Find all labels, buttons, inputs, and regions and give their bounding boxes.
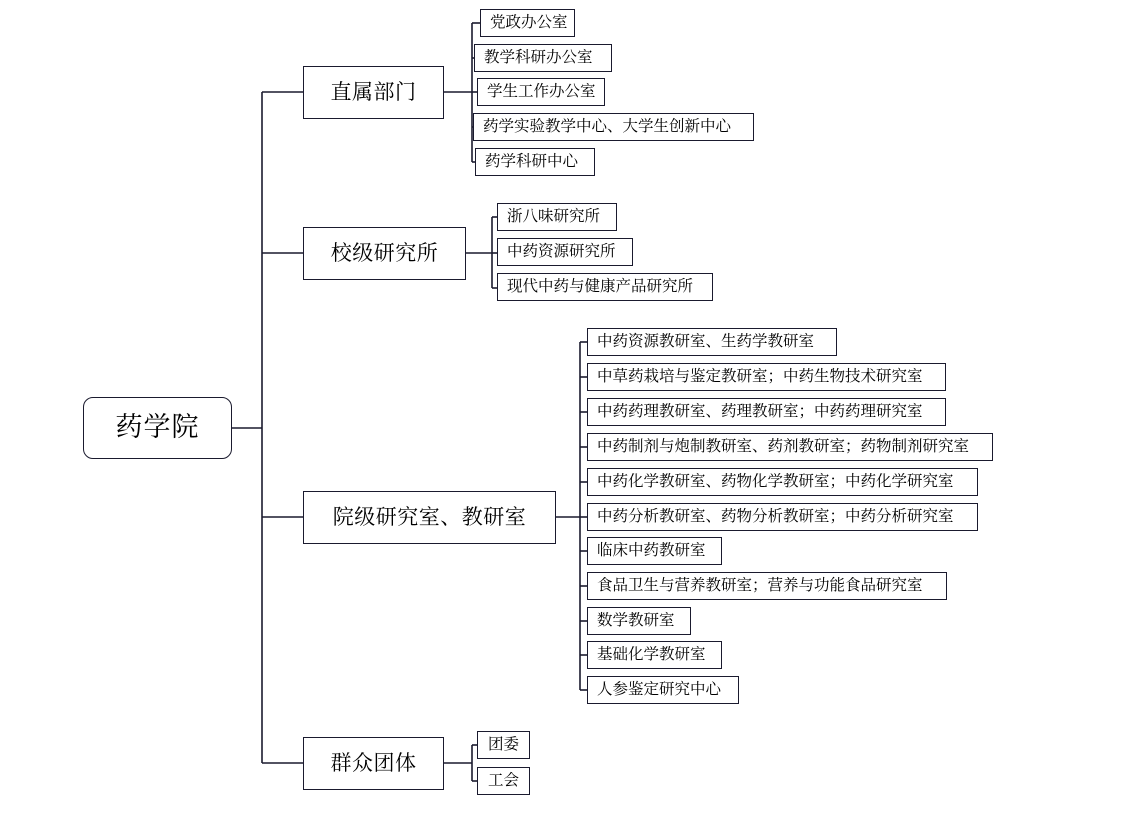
- leaf-node-tcm-analysis[interactable]: [587, 503, 978, 531]
- root-node-pharmacy-college[interactable]: [83, 397, 232, 459]
- leaf-node-basic-chemistry[interactable]: [587, 641, 722, 669]
- branch-node-label: 直属部门: [330, 80, 417, 104]
- branch-node-direct-departments[interactable]: [303, 66, 444, 119]
- leaf-node-ginseng-identification-center[interactable]: [587, 676, 739, 704]
- leaf-node-party-government-office[interactable]: [480, 9, 575, 37]
- leaf-node-tcm-chemistry[interactable]: [587, 468, 978, 496]
- leaf-node-label: 临床中药教研室: [597, 542, 706, 560]
- branch-node-label: 院级研究室、教研室: [332, 505, 527, 529]
- leaf-node-label: 浙八味研究所: [507, 208, 601, 226]
- leaf-node-label: 中药制剂与炮制教研室、药剂教研室；药物制剂研究室: [597, 438, 970, 456]
- branch-node-college-level-labs[interactable]: [303, 491, 556, 544]
- branch-node-school-level-institutes[interactable]: [303, 227, 466, 280]
- leaf-node-clinical-tcm[interactable]: [587, 537, 722, 565]
- leaf-node-teaching-research-office[interactable]: [474, 44, 612, 72]
- leaf-node-zhebawei-institute[interactable]: [497, 203, 617, 231]
- leaf-node-label: 团委: [487, 736, 519, 754]
- leaf-node-label: 中药化学教研室、药物化学教研室；中药化学研究室: [597, 473, 954, 491]
- branch-node-mass-organizations[interactable]: [303, 737, 444, 790]
- leaf-node-label: 中药分析教研室、药物分析教研室；中药分析研究室: [597, 508, 954, 526]
- leaf-node-label: 基础化学教研室: [597, 646, 706, 664]
- leaf-node-label: 学生工作办公室: [487, 83, 596, 101]
- branch-node-label: 校级研究所: [330, 241, 439, 265]
- leaf-node-herb-cultivation-identification[interactable]: [587, 363, 946, 391]
- leaf-node-label: 中草药栽培与鉴定教研室；中药生物技术研究室: [597, 368, 923, 386]
- leaf-node-pharmacy-experimental-center[interactable]: [473, 113, 754, 141]
- leaf-node-label: 数学教研室: [597, 612, 675, 630]
- leaf-node-tcm-pharmacology[interactable]: [587, 398, 946, 426]
- leaf-node-label: 教学科研办公室: [484, 49, 593, 67]
- branch-node-label: 群众团体: [330, 751, 417, 775]
- leaf-node-modern-tcm-health-products-institute[interactable]: [497, 273, 713, 301]
- leaf-node-label: 工会: [487, 772, 519, 790]
- leaf-node-label: 中药药理教研室、药理教研室；中药药理研究室: [597, 403, 923, 421]
- leaf-node-label: 人参鉴定研究中心: [597, 681, 722, 699]
- leaf-node-label: 中药资源教研室、生药学教研室: [597, 333, 815, 351]
- leaf-node-label: 中药资源研究所: [507, 243, 616, 261]
- leaf-node-pharmacy-research-center[interactable]: [475, 148, 595, 176]
- leaf-node-label: 党政办公室: [490, 14, 568, 32]
- root-node-label: 药学院: [115, 412, 200, 443]
- leaf-node-youth-league-committee[interactable]: [477, 731, 530, 759]
- leaf-node-labor-union[interactable]: [477, 767, 530, 795]
- leaf-node-label: 药学科研中心: [485, 153, 579, 171]
- leaf-node-label: 现代中药与健康产品研究所: [507, 278, 694, 296]
- leaf-node-tcm-resources-pharmacognosy[interactable]: [587, 328, 837, 356]
- leaf-node-student-affairs-office[interactable]: [477, 78, 605, 106]
- leaf-node-label: 食品卫生与营养教研室；营养与功能食品研究室: [597, 577, 923, 595]
- leaf-node-tcm-preparation-processing[interactable]: [587, 433, 993, 461]
- leaf-node-label: 药学实验教学中心、大学生创新中心: [483, 118, 732, 136]
- leaf-node-tcm-resources-institute[interactable]: [497, 238, 633, 266]
- leaf-node-mathematics[interactable]: [587, 607, 691, 635]
- leaf-node-food-hygiene-nutrition[interactable]: [587, 572, 947, 600]
